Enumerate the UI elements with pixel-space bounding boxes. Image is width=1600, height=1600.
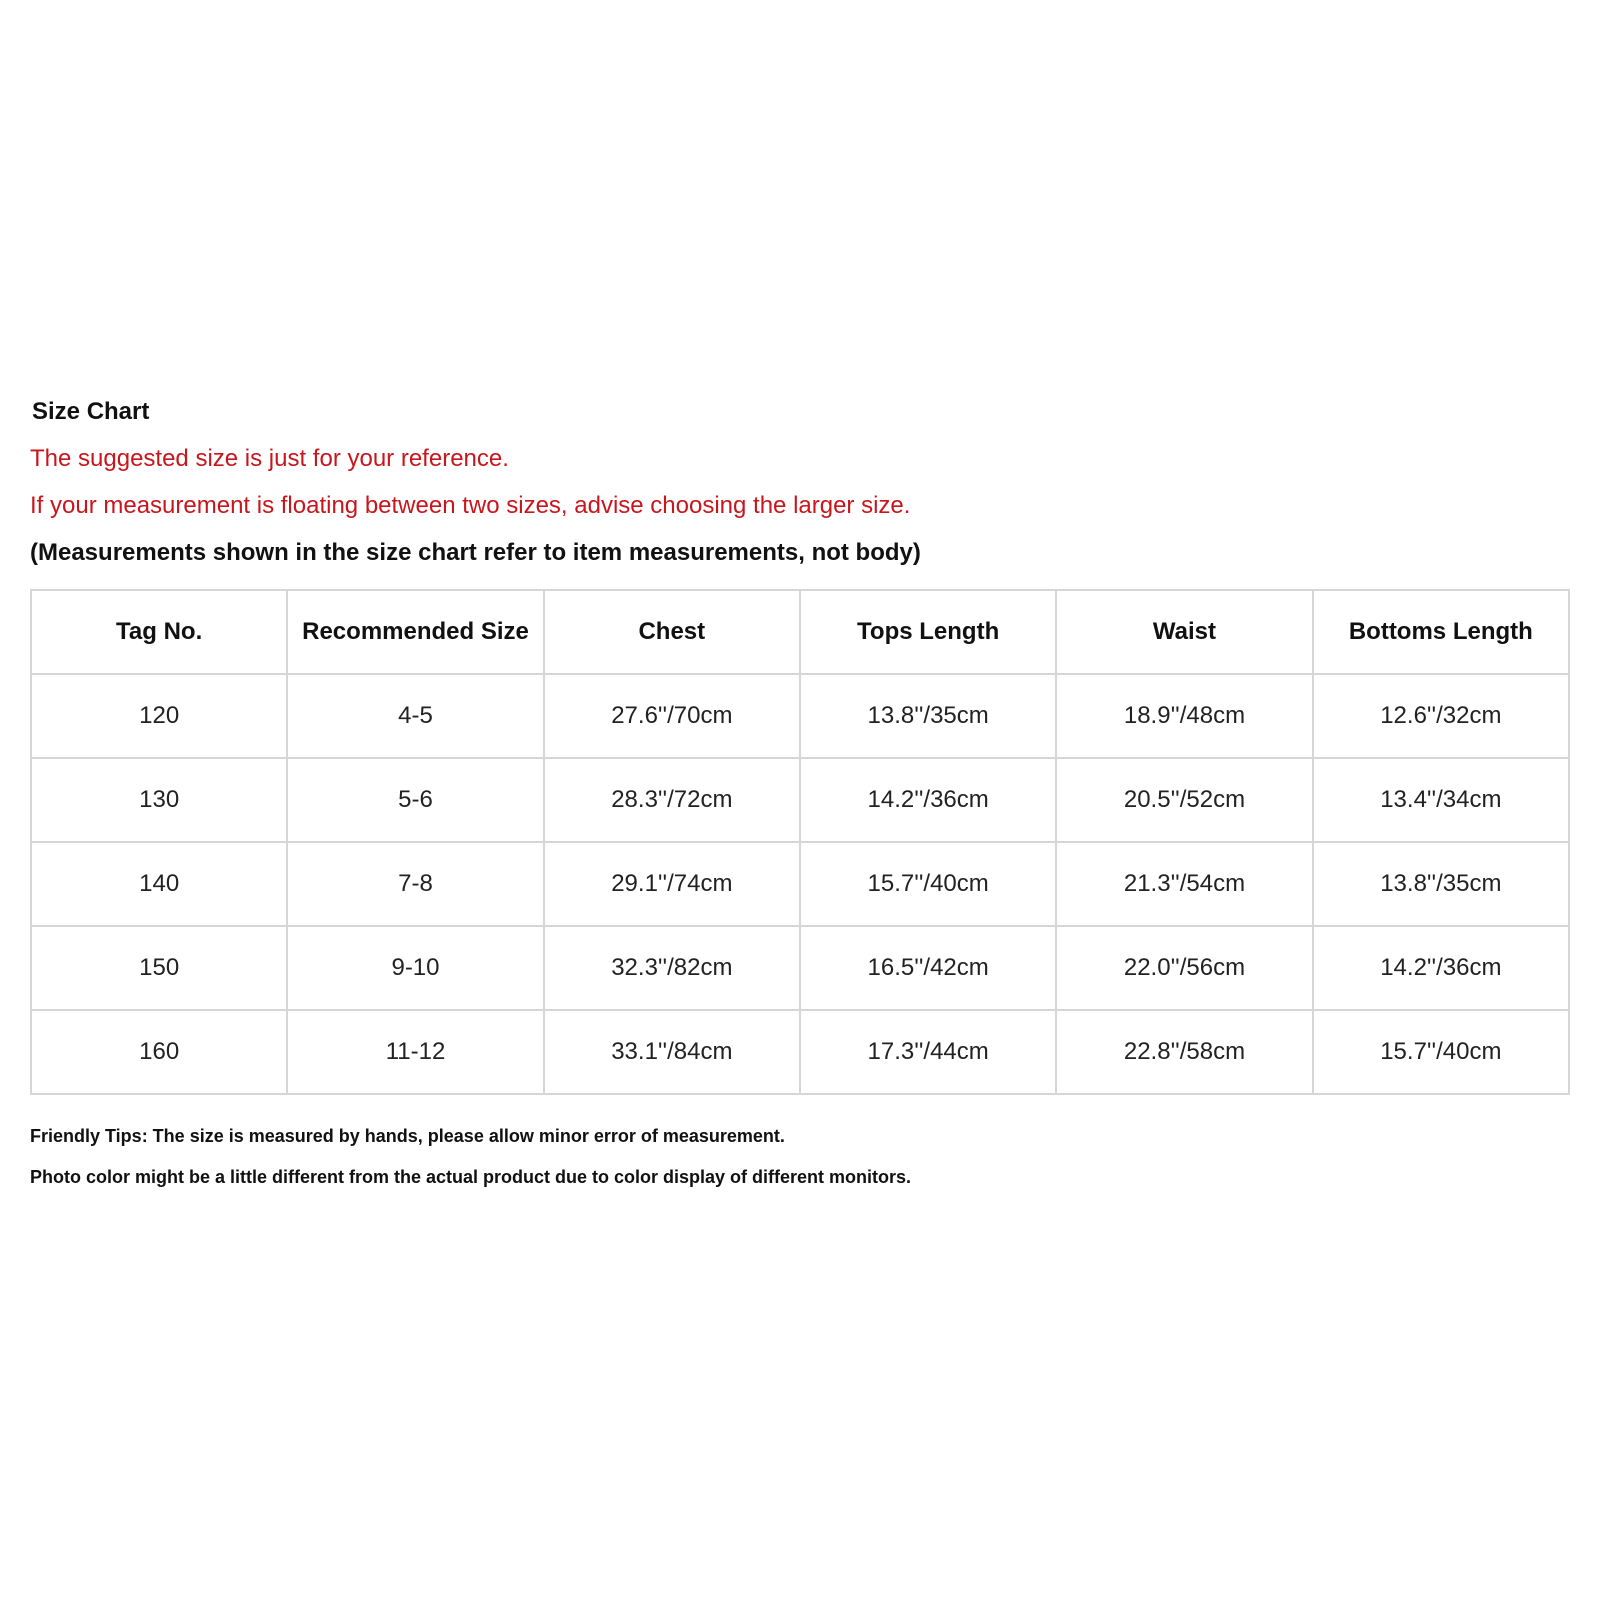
cell-recommended-size: 5-6 [287, 758, 543, 842]
cell-bottoms-length: 15.7''/40cm [1313, 1010, 1569, 1094]
cell-bottoms-length: 12.6''/32cm [1313, 674, 1569, 758]
cell-bottoms-length: 14.2''/36cm [1313, 926, 1569, 1010]
header-waist: Waist [1056, 590, 1312, 674]
cell-recommended-size: 4-5 [287, 674, 543, 758]
friendly-tip: Friendly Tips: The size is measured by hands, please allow minor error of measurement. [30, 1126, 785, 1146]
table-row [31, 926, 1569, 1010]
cell-recommended-size: 9-10 [287, 926, 543, 1010]
cell-chest: 27.6''/70cm [544, 674, 800, 758]
reference-note: The suggested size is just for your reference. [30, 445, 509, 472]
cell-bottoms-length: 13.4''/34cm [1313, 758, 1569, 842]
cell-chest: 28.3''/72cm [544, 758, 800, 842]
size-chart-title: Size Chart [32, 398, 150, 425]
measurement-disclaimer: (Measurements shown in the size chart refer to item measurements, not body) [30, 539, 921, 566]
cell-waist: 22.0''/56cm [1056, 926, 1312, 1010]
header-bottoms-length: Bottoms Length [1313, 590, 1569, 674]
cell-waist: 18.9''/48cm [1056, 674, 1312, 758]
table-row [31, 758, 1569, 842]
cell-chest: 33.1''/84cm [544, 1010, 800, 1094]
cell-chest: 32.3''/82cm [544, 926, 800, 1010]
cell-tops-length: 15.7''/40cm [800, 842, 1056, 926]
cell-recommended-size: 7-8 [287, 842, 543, 926]
color-disclaimer: Photo color might be a little different from the actual product due to color display of different monitors. [30, 1167, 912, 1187]
size-chart-document [30, 398, 1570, 1207]
table-row [31, 674, 1569, 758]
cell-tops-length: 14.2''/36cm [800, 758, 1056, 842]
cell-recommended-size: 11-12 [287, 1010, 543, 1094]
cell-bottoms-length: 13.8''/35cm [1313, 842, 1569, 926]
tips-section [30, 1125, 1570, 1188]
cell-tag-no: 120 [31, 674, 287, 758]
cell-tag-no: 160 [31, 1010, 287, 1094]
table-row [31, 1010, 1569, 1094]
table-row [31, 842, 1569, 926]
header-tag-no: Tag No. [31, 590, 287, 674]
cell-tops-length: 13.8''/35cm [800, 674, 1056, 758]
header-chest: Chest [544, 590, 800, 674]
cell-tag-no: 140 [31, 842, 287, 926]
larger-size-advice: If your measurement is floating between two sizes, advise choosing the larger size. [30, 492, 911, 519]
size-table [30, 589, 1570, 1095]
header-tops-length: Tops Length [800, 590, 1056, 674]
cell-tops-length: 17.3''/44cm [800, 1010, 1056, 1094]
cell-waist: 22.8''/58cm [1056, 1010, 1312, 1094]
cell-tops-length: 16.5''/42cm [800, 926, 1056, 1010]
cell-waist: 21.3''/54cm [1056, 842, 1312, 926]
cell-tag-no: 130 [31, 758, 287, 842]
cell-waist: 20.5''/52cm [1056, 758, 1312, 842]
cell-tag-no: 150 [31, 926, 287, 1010]
cell-chest: 29.1''/74cm [544, 842, 800, 926]
table-header-row [31, 590, 1569, 674]
header-recommended-size: Recommended Size [287, 590, 543, 674]
